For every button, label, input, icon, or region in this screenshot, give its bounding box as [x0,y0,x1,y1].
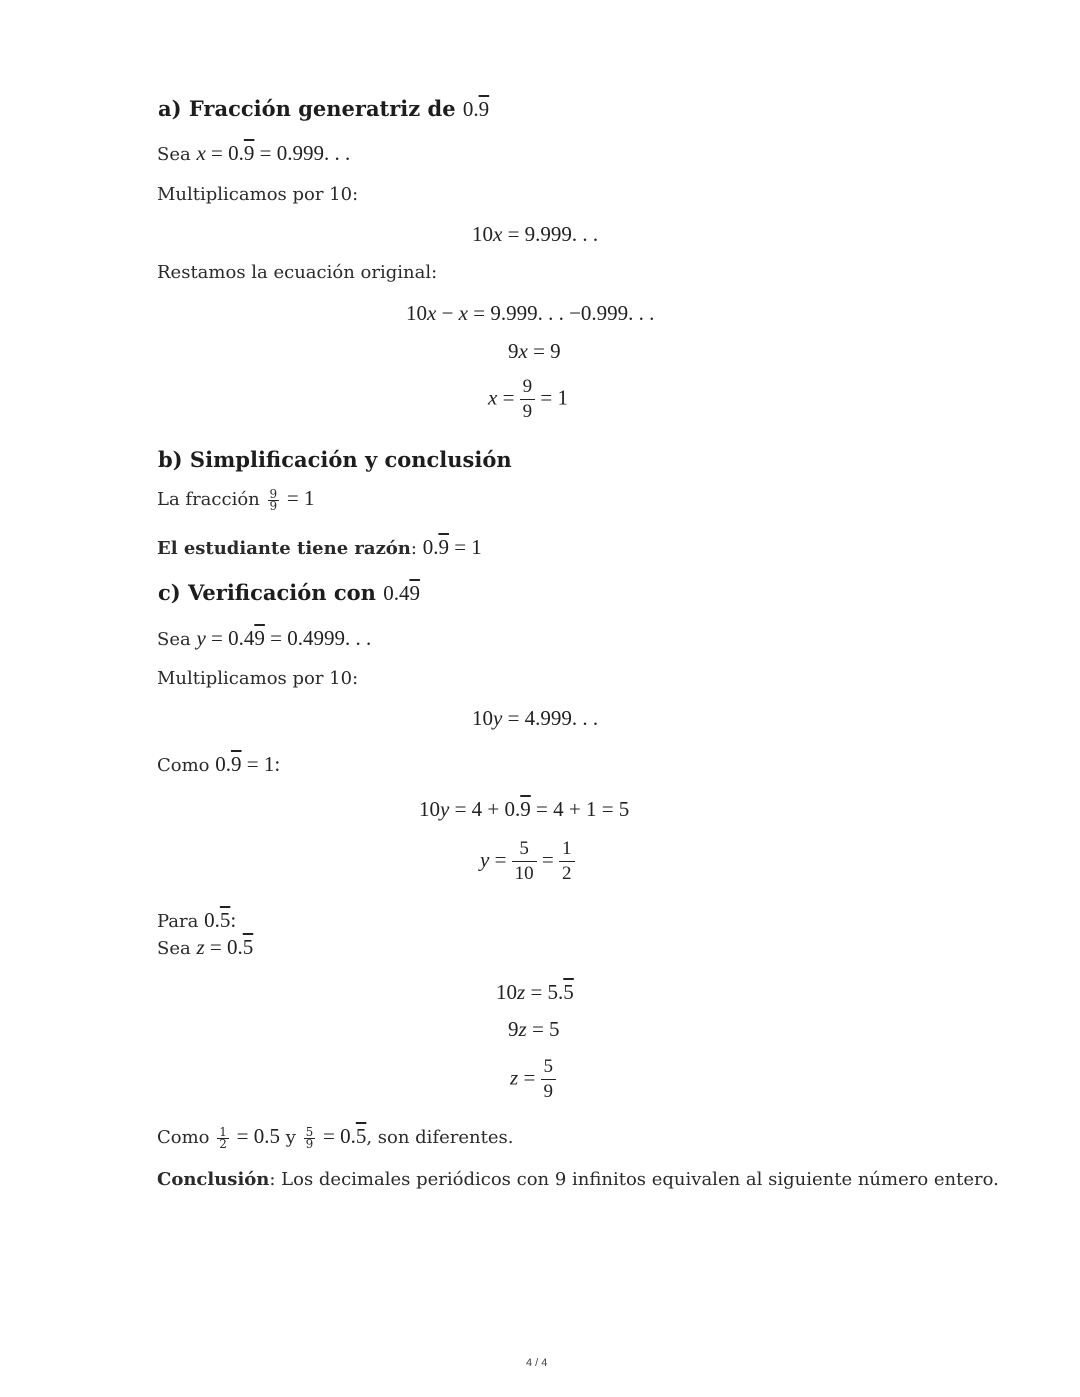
page-number: 4 / 4 [526,1357,548,1369]
equation-10x: 10x = 9.999. . . [472,222,599,246]
conclusion-line: Conclusión: Los decimales periódicos con 9 infinitos equivalen al siguiente número entero. [157,1169,999,1190]
como-line-2: Como $\frac{1}{2}$ = 0.5 y $\frac{5}{9}$ = 0.5, son diferentes. [157,1124,514,1151]
section-b-heading: b) Simplificación y conclusión [158,447,512,472]
section-c-label: c) Verificación con [158,580,376,605]
section-a-label: a) Fracción generatriz de [158,96,456,121]
la-fraccion-line: La fracción $\frac{9}{9}$ = 1 [157,486,315,513]
equation-9x: 9x = 9 [508,339,561,363]
equation-10y-sum: 10y = 4 + 0.9 = 4 + 1 = 5 [419,797,630,821]
equation-9z: 9z = 5 [508,1017,560,1041]
section-a-heading: a) Fracción generatriz de 0.9 [158,96,490,121]
equation-10z: 10z = 5.5 [496,980,574,1004]
como-line-1: Como 0.9 = 1: [157,752,281,776]
equation-z-fraction: z = $\frac{5}{9}$ [510,1055,556,1104]
restamos-line: Restamos la ecuación original: [157,262,438,283]
para-line: Para 0.5: [157,908,237,932]
sea-y-line: Sea y = 0.49 = 0.4999. . . [157,626,372,650]
section-c-heading: c) Verificación con 0.49 [158,580,420,605]
estudiante-line: El estudiante tiene razón: 0.9 = 1 [157,535,482,559]
equation-subtract: 10x − x = 9.999. . . −0.999. . . [406,301,655,325]
mult-line-1: Multiplicamos por 10: [157,184,359,205]
sea-z-line: Sea z = 0.5 [157,935,254,959]
sea-x-line: Sea x = 0.9 = 0.999. . . [157,141,351,165]
equation-x-fraction: x = $\frac{9}{9}$ = 1 [488,376,569,422]
mult-line-2: Multiplicamos por 10: [157,668,359,689]
equation-y-fraction: y = $\frac{5}{10}$ = $\frac{1}{2}$ [480,837,575,886]
equation-10y: 10y = 4.999. . . [472,706,599,730]
